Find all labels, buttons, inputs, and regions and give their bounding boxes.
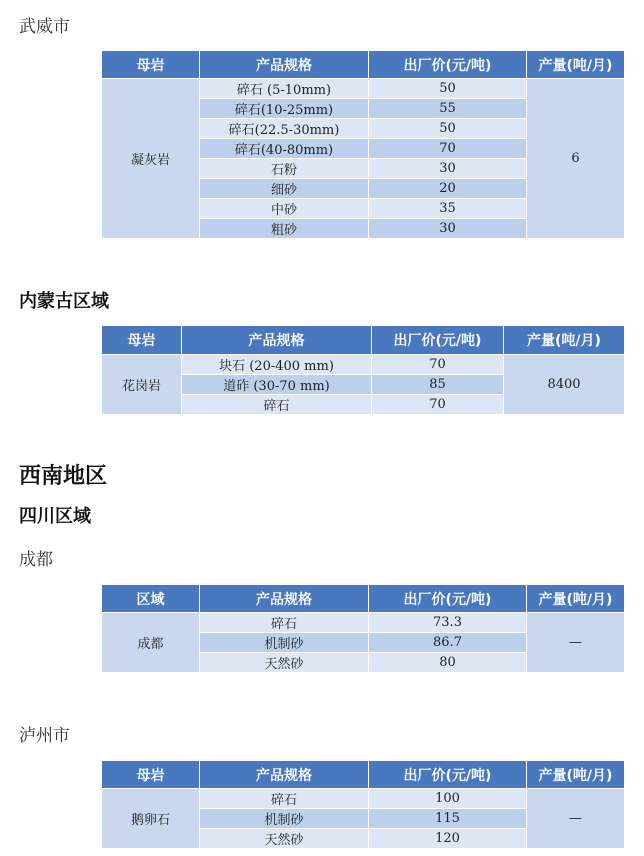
- spec-cell: 粗砂: [200, 219, 369, 239]
- rock-type-cell: 凝灰岩: [102, 79, 200, 239]
- output-cell: —: [527, 613, 625, 673]
- column-header: 产量(吨/月): [504, 326, 625, 355]
- section-heading-xinan: 西南地区: [19, 463, 108, 489]
- column-header: 产品规格: [200, 585, 369, 613]
- column-header: 产量(吨/月): [527, 585, 625, 613]
- column-header: 产品规格: [182, 326, 372, 355]
- column-header: 产量(吨/月): [527, 761, 625, 789]
- table-header-row: [102, 585, 625, 613]
- spec-cell: 碎石(10-25mm): [200, 99, 369, 119]
- price-cell: 30: [369, 159, 527, 179]
- price-cell: 120: [369, 829, 527, 849]
- column-header: 母岩: [102, 761, 200, 789]
- section-heading-chengdu: 成都: [19, 550, 53, 570]
- price-cell: 50: [369, 79, 527, 99]
- spec-cell: 细砂: [200, 179, 369, 199]
- spec-cell: 碎石(40-80mm): [200, 139, 369, 159]
- price-table-neimenggu: [101, 325, 625, 415]
- table-row: [102, 79, 625, 99]
- column-header: 产量(吨/月): [527, 51, 625, 79]
- table-row: [102, 789, 625, 809]
- price-cell: 85: [372, 375, 504, 395]
- output-cell: —: [527, 789, 625, 849]
- column-header: 出厂价(元/吨): [369, 51, 527, 79]
- table-row: [102, 355, 625, 375]
- spec-cell: 碎石: [200, 613, 369, 633]
- price-cell: 55: [369, 99, 527, 119]
- price-cell: 35: [369, 199, 527, 219]
- price-cell: 80: [369, 653, 527, 673]
- column-header: 出厂价(元/吨): [369, 585, 527, 613]
- column-header: 母岩: [102, 326, 182, 355]
- column-header: 产品规格: [200, 51, 369, 79]
- spec-cell: 天然砂: [200, 829, 369, 849]
- price-table-luzhou: [101, 760, 625, 849]
- price-cell: 70: [372, 355, 504, 375]
- price-cell: 50: [369, 119, 527, 139]
- output-cell: 6: [527, 79, 625, 239]
- column-header: 区域: [102, 585, 200, 613]
- output-cell: 8400: [504, 355, 625, 415]
- price-cell: 86.7: [369, 633, 527, 653]
- spec-cell: 石粉: [200, 159, 369, 179]
- column-header: 出厂价(元/吨): [369, 761, 527, 789]
- price-cell: 20: [369, 179, 527, 199]
- spec-cell: 碎石: [182, 395, 372, 415]
- table-header-row: [102, 51, 625, 79]
- table-header-row: [102, 761, 625, 789]
- price-cell: 73.3: [369, 613, 527, 633]
- rock-type-cell: 花岗岩: [102, 355, 182, 415]
- rock-type-cell: 鹅卵石: [102, 789, 200, 849]
- spec-cell: 块石 (20-400 mm): [182, 355, 372, 375]
- spec-cell: 机制砂: [200, 809, 369, 829]
- section-heading-luzhou: 泸州市: [19, 726, 70, 746]
- region-cell: 成都: [102, 613, 200, 673]
- spec-cell: 碎石 (5-10mm): [200, 79, 369, 99]
- price-cell: 115: [369, 809, 527, 829]
- price-cell: 70: [372, 395, 504, 415]
- spec-cell: 碎石: [200, 789, 369, 809]
- table-header-row: [102, 326, 625, 355]
- column-header: 母岩: [102, 51, 200, 79]
- section-heading-neimenggu: 内蒙古区域: [19, 291, 109, 312]
- table-row: [102, 613, 625, 633]
- spec-cell: 道砟 (30-70 mm): [182, 375, 372, 395]
- section-heading-wuwei: 武威市: [19, 17, 70, 37]
- spec-cell: 机制砂: [200, 633, 369, 653]
- column-header: 产品规格: [200, 761, 369, 789]
- spec-cell: 天然砂: [200, 653, 369, 673]
- spec-cell: 碎石(22.5-30mm): [200, 119, 369, 139]
- price-cell: 100: [369, 789, 527, 809]
- price-table-wuwei: [101, 50, 625, 239]
- price-table-chengdu: [101, 584, 625, 673]
- spec-cell: 中砂: [200, 199, 369, 219]
- section-heading-sichuan: 四川区域: [19, 506, 91, 527]
- column-header: 出厂价(元/吨): [372, 326, 504, 355]
- price-cell: 70: [369, 139, 527, 159]
- price-cell: 30: [369, 219, 527, 239]
